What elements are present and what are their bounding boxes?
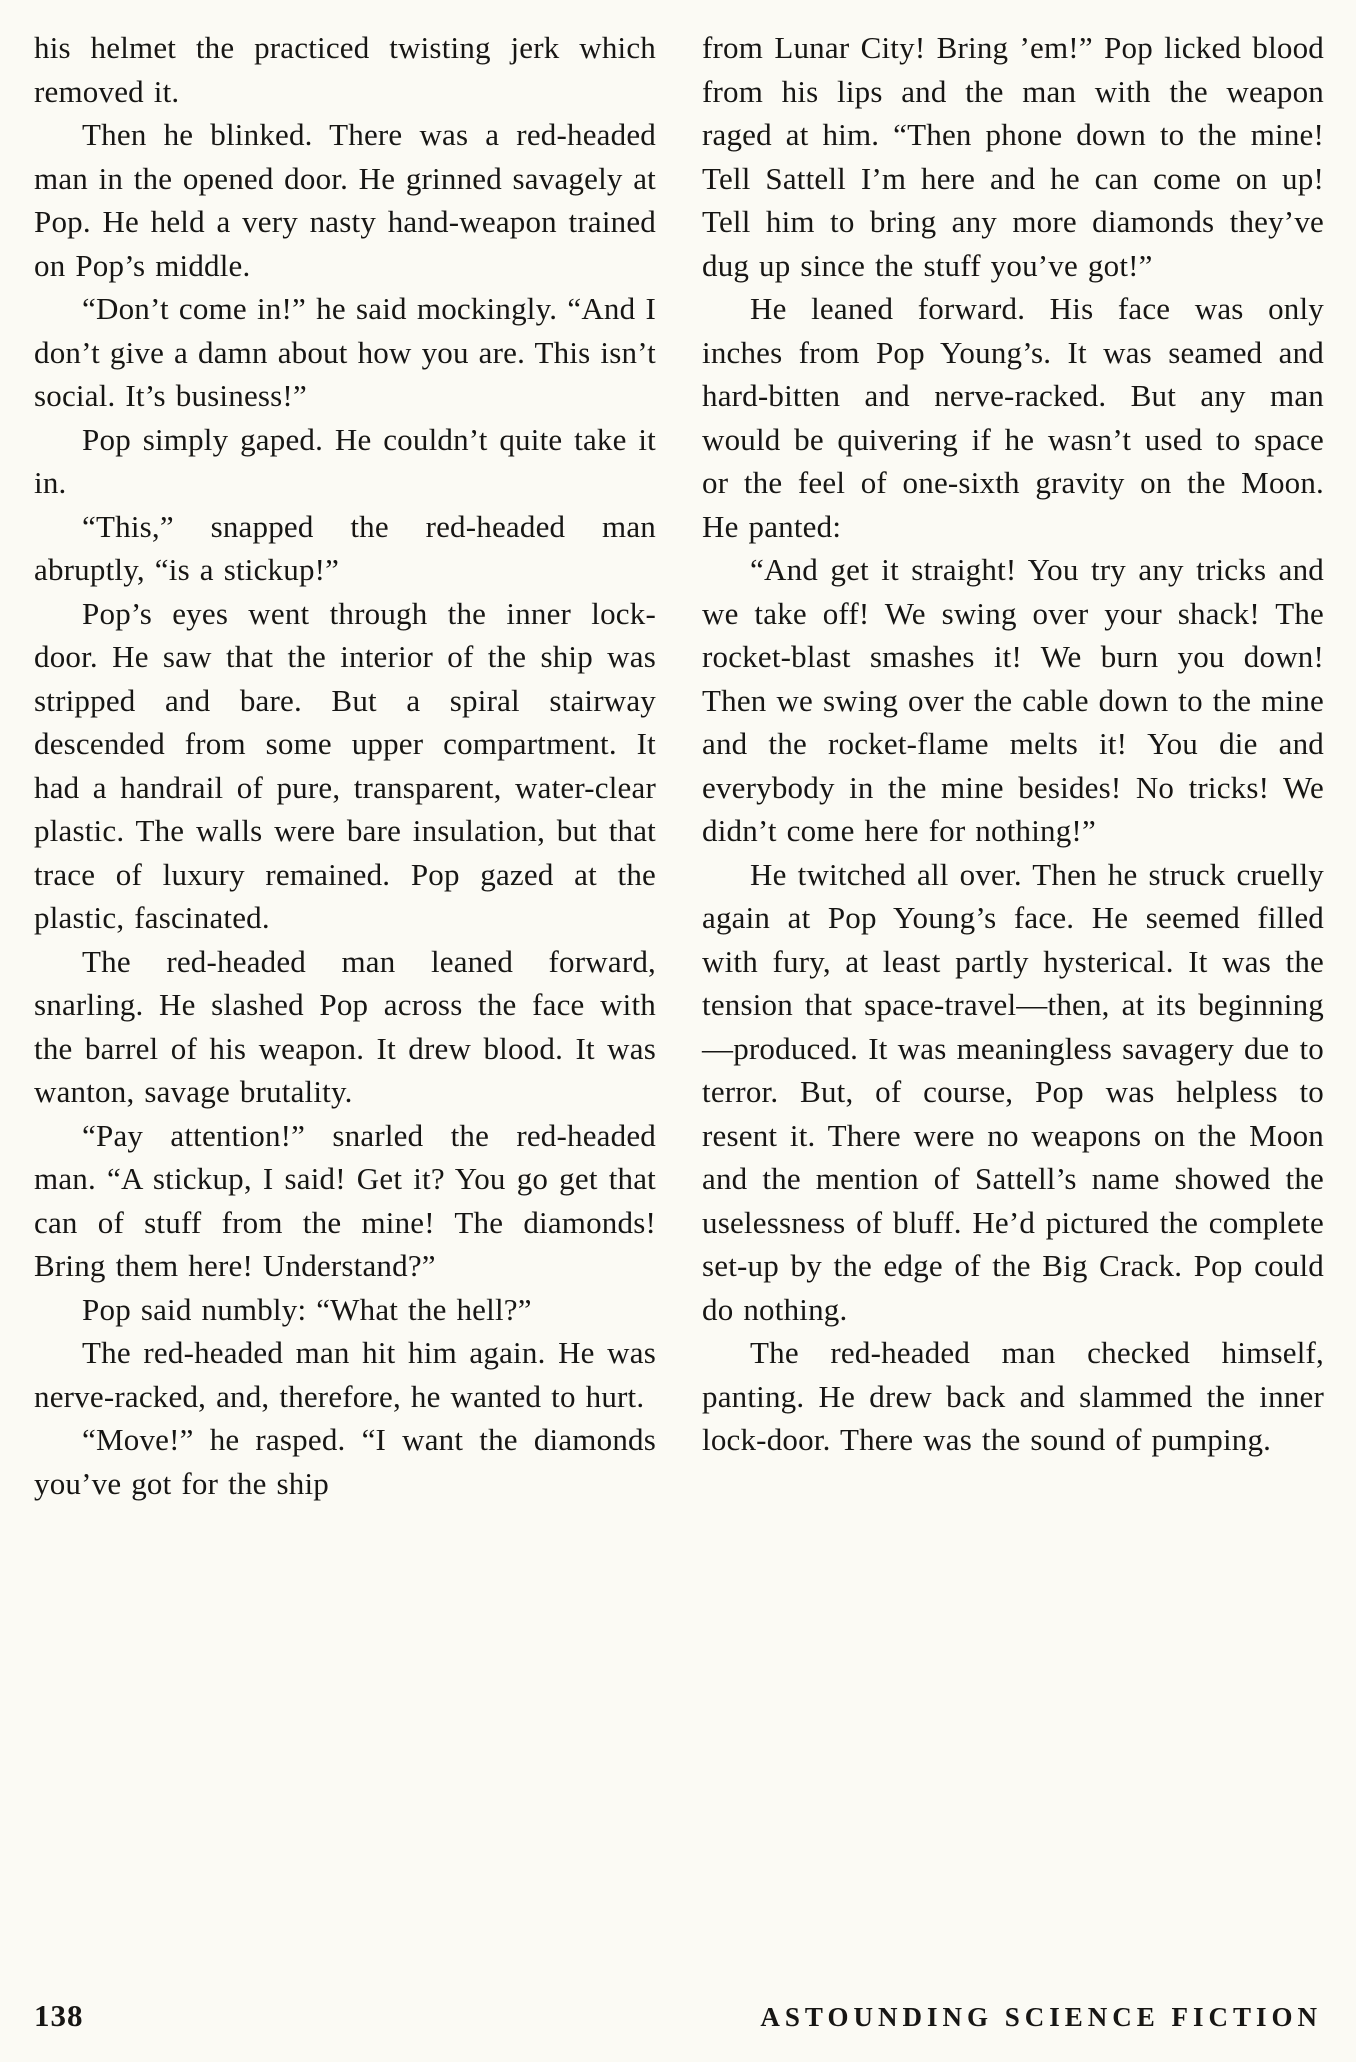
paragraph: his helmet the practiced twisting jerk which removed it.: [34, 30, 656, 109]
paragraph: Pop said numbly: “What the hell?”: [82, 1291, 532, 1327]
left-column: [34, 26, 656, 1505]
page-footer: [34, 1990, 1324, 2046]
paragraph: “Don’t come in!” he said mockingly. “And I don’t give a damn about how you are. This isn’t social. It’s business!”: [34, 291, 656, 413]
page-number: 138: [34, 1998, 84, 2033]
paragraph: from Lunar City! Bring ’em!” Pop licked blood from his lips and the man with the weapon raged at him. “Then phone down to the mine! Tell Sattell I’m here and he can come on up! Tell him to bring any more diamonds they’ve dug up since the stuff you’ve got!”: [702, 30, 1324, 283]
paragraph: The red-headed man leaned forward, snarling. He slashed Pop across the face with the barrel of his weapon. It drew blood. It was wanton, savage brutality.: [34, 943, 656, 1109]
paragraph: The red-headed man checked himself, panting. He drew back and slammed the inner lock-door. There was the sound of pumping.: [702, 1335, 1324, 1457]
paragraph: Then he blinked. There was a red-headed man in the opened door. He grinned savagely at Pop. He held a very nasty hand-weapon trained on Pop’s middle.: [34, 117, 656, 283]
paragraph: “This,” snapped the red-headed man abruptly, “is a stickup!”: [34, 508, 656, 587]
right-column: [702, 26, 1324, 1462]
paragraph: Pop’s eyes went through the inner lock-door. He saw that the interior of the ship was stripped and bare. But a spiral stairway descended from some upper compartment. It had a handrail of pure, transparent, water-clear plastic. The walls were bare insulation, but that trace of luxury remained. Pop gazed at the plastic, fascinated.: [34, 595, 656, 935]
running-footer-title: ASTOUNDING SCIENCE FICTION: [760, 2002, 1322, 2032]
paragraph: “Move!” he rasped. “I want the diamonds you’ve got for the ship: [34, 1422, 656, 1501]
text-columns: [34, 26, 1324, 1990]
paragraph: Pop simply gaped. He couldn’t quite take it in.: [34, 421, 656, 500]
paragraph: He twitched all over. Then he struck cruelly again at Pop Young’s face. He seemed filled with fury, at least partly hysterical. It was the tension that space-travel—then, at its beginning—produced. It was meaningless savagery due to terror. But, of course, Pop was helpless to resent it. There were no weapons on the Moon and the mention of Sattell’s name showed the uselessness of bluff. He’d pictured the complete set-up by the edge of the Big Crack. Pop could do nothing.: [702, 856, 1324, 1327]
paragraph: The red-headed man hit him again. He was nerve-racked, and, therefore, he wanted to hurt.: [34, 1335, 656, 1414]
paragraph: He leaned forward. His face was only inches from Pop Young’s. It was seamed and hard-bitten and nerve-racked. But any man would be quivering if he wasn’t used to space or the feel of one-sixth gravity on the Moon. He panted:: [702, 291, 1324, 544]
paragraph: “Pay attention!” snarled the red-headed man. “A stickup, I said! Get it? You go get that can of stuff from the mine! The diamonds! Bring them here! Understand?”: [34, 1117, 656, 1283]
paragraph: “And get it straight! You try any tricks and we take off! We swing over your shack! The rocket-blast smashes it! We burn you down! Then we swing over the cable down to the mine and the rocket-flame melts it! You die and everybody in the mine besides! No tricks! We didn’t come here for nothing!”: [702, 552, 1324, 848]
